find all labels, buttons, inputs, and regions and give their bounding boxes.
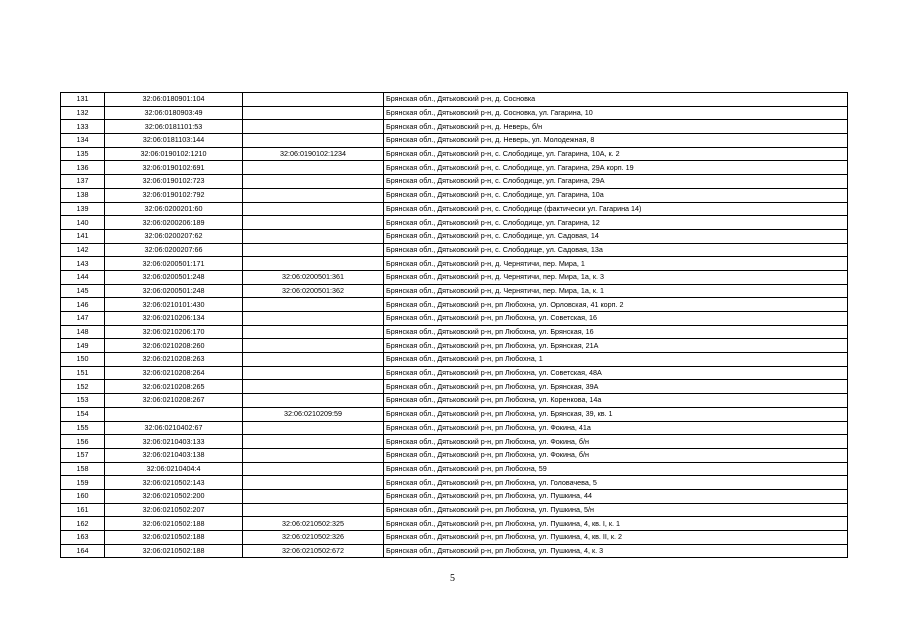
table-row [61,147,848,161]
linked-cadastral-number-cell [243,257,384,271]
linked-cadastral-number-cell [243,175,384,189]
address-cell: Брянская обл., Дятьковский р-н, д. Сосновка, ул. Гагарина, 10 [384,106,848,120]
address-cell: Брянская обл., Дятьковский р-н, с. Слободище, ул. Гагарина, 29А корп. 19 [384,161,848,175]
cadastral-number-cell: 32:06:0210403:138 [105,448,243,462]
row-number-cell: 158 [61,462,105,476]
row-number-cell: 151 [61,366,105,380]
table-row [61,366,848,380]
cadastral-number-cell: 32:06:0210502:188 [105,531,243,545]
row-number-cell: 142 [61,243,105,257]
address-cell: Брянская обл., Дятьковский р-н, рп Любохна, ул. Пушкина, 4, кв. II, к. 2 [384,531,848,545]
register-table-body [61,93,848,558]
table-row [61,380,848,394]
row-number-cell: 162 [61,517,105,531]
table-row [61,353,848,367]
row-number-cell: 132 [61,106,105,120]
linked-cadastral-number-cell [243,312,384,326]
row-number-cell: 136 [61,161,105,175]
table-row [61,421,848,435]
linked-cadastral-number-cell: 32:06:0200501:362 [243,284,384,298]
cadastral-number-cell: 32:06:0200501:248 [105,270,243,284]
address-cell: Брянская обл., Дятьковский р-н, рп Любохна, ул. Советская, 48А [384,366,848,380]
cadastral-number-cell: 32:06:0210206:170 [105,325,243,339]
address-cell: Брянская обл., Дятьковский р-н, рп Любохна, ул. Брянская, 21А [384,339,848,353]
cadastral-number-cell [105,407,243,421]
address-cell: Брянская обл., Дятьковский р-н, рп Любохна, ул. Брянская, 39А [384,380,848,394]
linked-cadastral-number-cell: 32:06:0210502:672 [243,544,384,558]
row-number-cell: 157 [61,448,105,462]
cadastral-number-cell: 32:06:0200207:62 [105,229,243,243]
linked-cadastral-number-cell [243,243,384,257]
table-row [61,175,848,189]
table-row [61,435,848,449]
row-number-cell: 138 [61,188,105,202]
row-number-cell: 163 [61,531,105,545]
linked-cadastral-number-cell [243,448,384,462]
linked-cadastral-number-cell [243,188,384,202]
table-row [61,339,848,353]
cadastral-number-cell: 32:06:0200201:60 [105,202,243,216]
linked-cadastral-number-cell [243,394,384,408]
table-row [61,312,848,326]
address-cell: Брянская обл., Дятьковский р-н, рп Любохна, ул. Фокина, б/н [384,448,848,462]
cadastral-number-cell: 32:06:0181103:144 [105,134,243,148]
table-row [61,298,848,312]
table-row [61,476,848,490]
row-number-cell: 134 [61,134,105,148]
linked-cadastral-number-cell [243,489,384,503]
row-number-cell: 139 [61,202,105,216]
cadastral-number-cell: 32:06:0210208:260 [105,339,243,353]
linked-cadastral-number-cell: 32:06:0210502:325 [243,517,384,531]
linked-cadastral-number-cell [243,120,384,134]
table-row [61,407,848,421]
cadastral-number-cell: 32:06:0210502:188 [105,517,243,531]
table-row [61,394,848,408]
linked-cadastral-number-cell [243,202,384,216]
address-cell: Брянская обл., Дятьковский р-н, рп Любохна, ул. Брянская, 16 [384,325,848,339]
table-row [61,270,848,284]
cadastral-number-cell: 32:06:0200206:189 [105,216,243,230]
row-number-cell: 133 [61,120,105,134]
row-number-cell: 144 [61,270,105,284]
cadastral-number-cell: 32:06:0190102:792 [105,188,243,202]
row-number-cell: 153 [61,394,105,408]
address-cell: Брянская обл., Дятьковский р-н, рп Любохна, ул. Коренкова, 14а [384,394,848,408]
cadastral-number-cell: 32:06:0210208:264 [105,366,243,380]
cadastral-number-cell: 32:06:0210208:267 [105,394,243,408]
table-row [61,243,848,257]
row-number-cell: 164 [61,544,105,558]
address-cell: Брянская обл., Дятьковский р-н, д. Чернятичи, пер. Мира, 1а, к. 1 [384,284,848,298]
address-cell: Брянская обл., Дятьковский р-н, с. Слободище, ул. Гагарина, 10А, к. 2 [384,147,848,161]
linked-cadastral-number-cell [243,421,384,435]
row-number-cell: 154 [61,407,105,421]
cadastral-number-cell: 32:06:0210402:67 [105,421,243,435]
cadastral-number-cell: 32:06:0210208:263 [105,353,243,367]
linked-cadastral-number-cell [243,462,384,476]
cadastral-number-cell: 32:06:0210404:4 [105,462,243,476]
table-row [61,229,848,243]
linked-cadastral-number-cell [243,339,384,353]
cadastral-number-cell: 32:06:0210403:133 [105,435,243,449]
page-number: 5 [450,573,455,584]
linked-cadastral-number-cell [243,476,384,490]
cadastral-number-cell: 32:06:0180903:49 [105,106,243,120]
linked-cadastral-number-cell [243,503,384,517]
row-number-cell: 150 [61,353,105,367]
linked-cadastral-number-cell: 32:06:0210502:326 [243,531,384,545]
table-row [61,325,848,339]
table-row [61,93,848,107]
table-row [61,448,848,462]
table-row [61,503,848,517]
table-row [61,202,848,216]
address-cell: Брянская обл., Дятьковский р-н, с. Слободище, ул. Садовая, 13а [384,243,848,257]
address-cell: Брянская обл., Дятьковский р-н, рп Любохна, 59 [384,462,848,476]
row-number-cell: 159 [61,476,105,490]
address-cell: Брянская обл., Дятьковский р-н, рп Любохна, 1 [384,353,848,367]
address-cell: Брянская обл., Дятьковский р-н, с. Слободище, ул. Гагарина, 29А [384,175,848,189]
cadastral-number-cell: 32:06:0210502:207 [105,503,243,517]
address-cell: Брянская обл., Дятьковский р-н, д. Неверь, б/н [384,120,848,134]
table-row [61,120,848,134]
cadastral-number-cell: 32:06:0210101:430 [105,298,243,312]
linked-cadastral-number-cell: 32:06:0190102:1234 [243,147,384,161]
table-row [61,462,848,476]
linked-cadastral-number-cell [243,216,384,230]
table-row [61,544,848,558]
row-number-cell: 160 [61,489,105,503]
linked-cadastral-number-cell [243,353,384,367]
row-number-cell: 145 [61,284,105,298]
row-number-cell: 135 [61,147,105,161]
cadastral-number-cell: 32:06:0190102:691 [105,161,243,175]
row-number-cell: 155 [61,421,105,435]
address-cell: Брянская обл., Дятьковский р-н, рп Любохна, ул. Пушкина, 4, кв. I, к. 1 [384,517,848,531]
address-cell: Брянская обл., Дятьковский р-н, д. Чернятичи, пер. Мира, 1а, к. 3 [384,270,848,284]
address-cell: Брянская обл., Дятьковский р-н, рп Любохна, ул. Пушкина, 5/н [384,503,848,517]
address-cell: Брянская обл., Дятьковский р-н, с. Слободище, ул. Гагарина, 10а [384,188,848,202]
cadastral-number-cell: 32:06:0200207:66 [105,243,243,257]
row-number-cell: 146 [61,298,105,312]
linked-cadastral-number-cell [243,106,384,120]
cadastral-number-cell: 32:06:0210502:188 [105,544,243,558]
cadastral-number-cell: 32:06:0190102:723 [105,175,243,189]
row-number-cell: 156 [61,435,105,449]
table-row [61,257,848,271]
cadastral-number-cell: 32:06:0210208:265 [105,380,243,394]
row-number-cell: 140 [61,216,105,230]
table-row [61,134,848,148]
linked-cadastral-number-cell [243,435,384,449]
linked-cadastral-number-cell: 32:06:0200501:361 [243,270,384,284]
address-cell: Брянская обл., Дятьковский р-н, рп Любохна, ул. Брянская, 39, кв. 1 [384,407,848,421]
row-number-cell: 131 [61,93,105,107]
address-cell: Брянская обл., Дятьковский р-н, д. Чернятичи, пер. Мира, 1 [384,257,848,271]
linked-cadastral-number-cell [243,298,384,312]
row-number-cell: 148 [61,325,105,339]
table-row [61,284,848,298]
row-number-cell: 143 [61,257,105,271]
table-row [61,489,848,503]
linked-cadastral-number-cell [243,161,384,175]
address-cell: Брянская обл., Дятьковский р-н, д. Сосновка [384,93,848,107]
address-cell: Брянская обл., Дятьковский р-н, д. Неверь, ул. Молодежная, 8 [384,134,848,148]
linked-cadastral-number-cell [243,325,384,339]
table-row [61,216,848,230]
cadastral-number-cell: 32:06:0181101:53 [105,120,243,134]
linked-cadastral-number-cell [243,380,384,394]
property-register-table [60,92,848,558]
linked-cadastral-number-cell [243,229,384,243]
table-row [61,106,848,120]
address-cell: Брянская обл., Дятьковский р-н, с. Слободище, ул. Гагарина, 12 [384,216,848,230]
address-cell: Брянская обл., Дятьковский р-н, рп Любохна, ул. Фокина, б/н [384,435,848,449]
address-cell: Брянская обл., Дятьковский р-н, с. Слободище (фактически ул. Гагарина 14) [384,202,848,216]
linked-cadastral-number-cell [243,134,384,148]
cadastral-number-cell: 32:06:0180901:104 [105,93,243,107]
table-row [61,188,848,202]
row-number-cell: 152 [61,380,105,394]
table-row [61,517,848,531]
address-cell: Брянская обл., Дятьковский р-н, рп Любохна, ул. Орловская, 41 корп. 2 [384,298,848,312]
linked-cadastral-number-cell [243,366,384,380]
cadastral-number-cell: 32:06:0200501:171 [105,257,243,271]
address-cell: Брянская обл., Дятьковский р-н, рп Любохна, ул. Фокина, 41а [384,421,848,435]
cadastral-number-cell: 32:06:0190102:1210 [105,147,243,161]
address-cell: Брянская обл., Дятьковский р-н, рп Любохна, ул. Советская, 16 [384,312,848,326]
table-row [61,531,848,545]
linked-cadastral-number-cell [243,93,384,107]
row-number-cell: 141 [61,229,105,243]
cadastral-number-cell: 32:06:0210502:200 [105,489,243,503]
row-number-cell: 149 [61,339,105,353]
cadastral-number-cell: 32:06:0210502:143 [105,476,243,490]
row-number-cell: 161 [61,503,105,517]
row-number-cell: 137 [61,175,105,189]
cadastral-number-cell: 32:06:0200501:248 [105,284,243,298]
address-cell: Брянская обл., Дятьковский р-н, с. Слободище, ул. Садовая, 14 [384,229,848,243]
table-row [61,161,848,175]
linked-cadastral-number-cell: 32:06:0210209:59 [243,407,384,421]
row-number-cell: 147 [61,312,105,326]
address-cell: Брянская обл., Дятьковский р-н, рп Любохна, ул. Пушкина, 4, к. 3 [384,544,848,558]
cadastral-number-cell: 32:06:0210206:134 [105,312,243,326]
address-cell: Брянская обл., Дятьковский р-н, рп Любохна, ул. Пушкина, 44 [384,489,848,503]
address-cell: Брянская обл., Дятьковский р-н, рп Любохна, ул. Головачева, 5 [384,476,848,490]
